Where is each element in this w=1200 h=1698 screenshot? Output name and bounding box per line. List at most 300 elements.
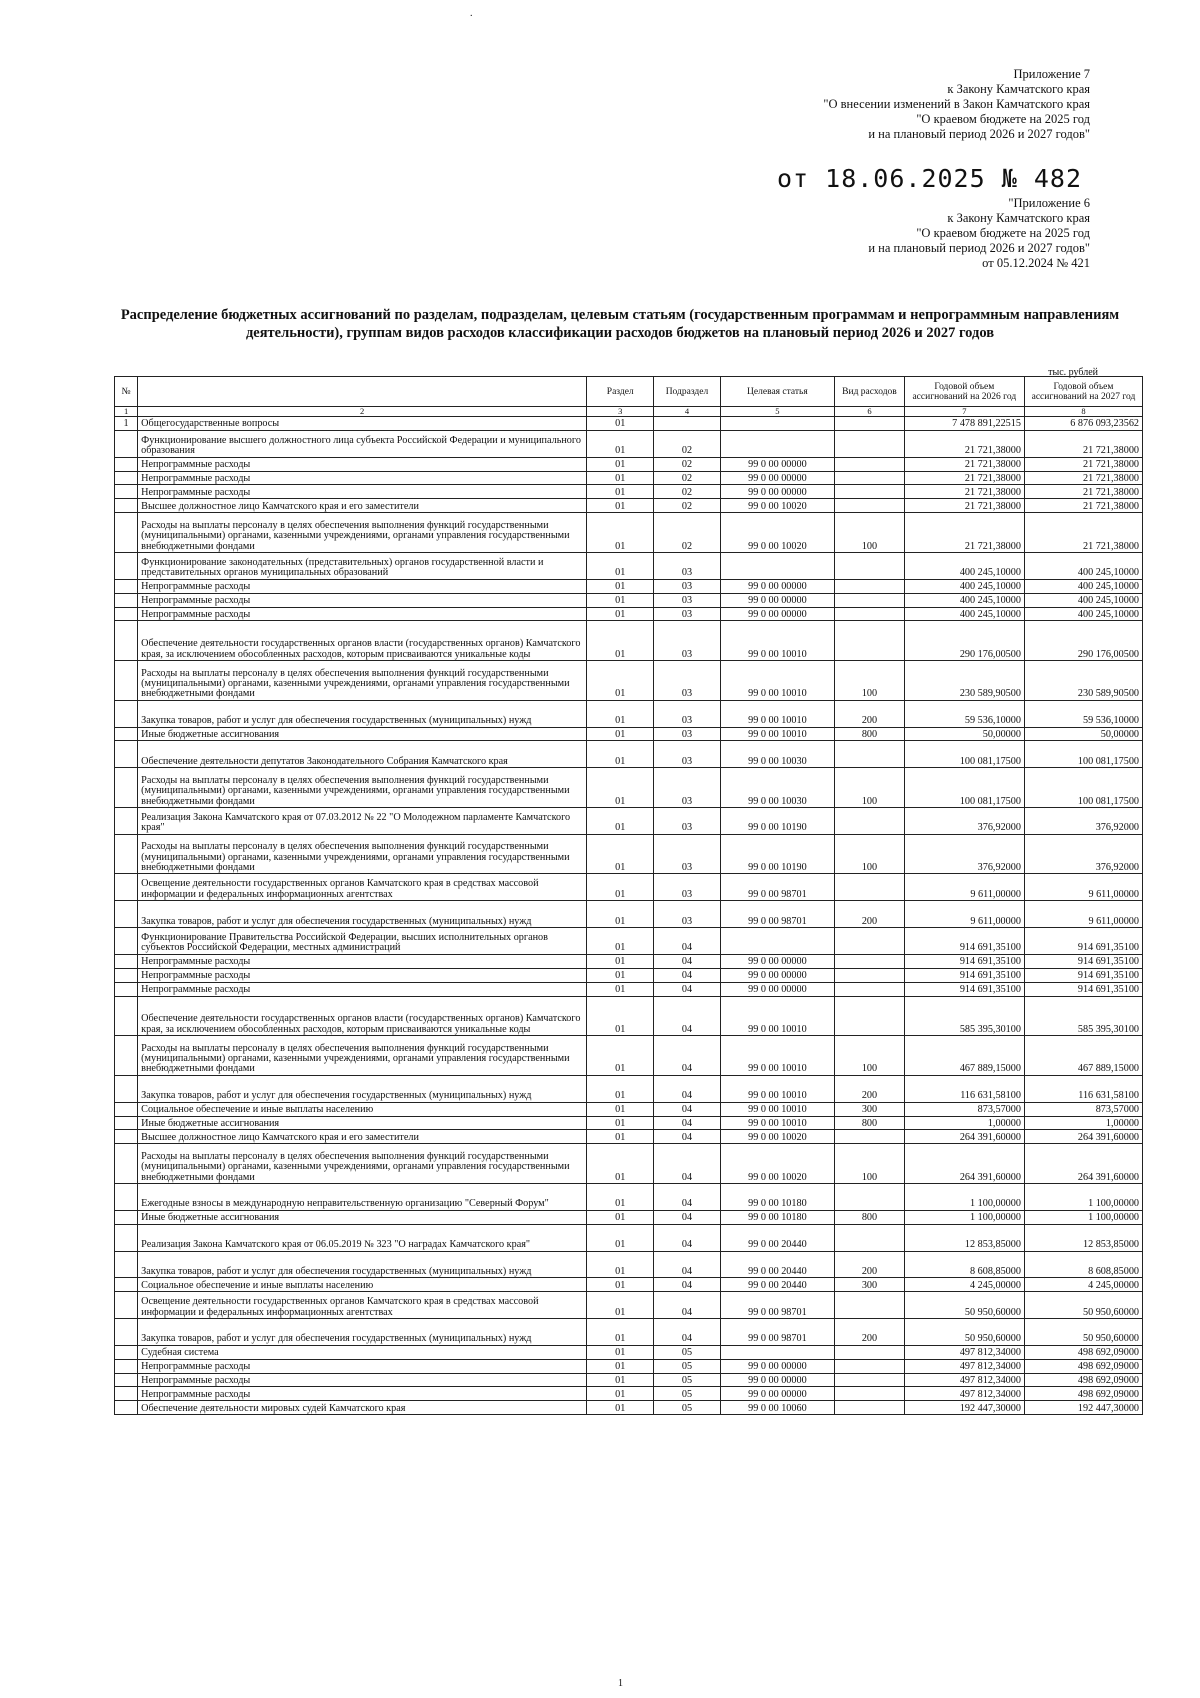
row-name: Непрограммные расходы — [138, 593, 587, 607]
target-article-code: 99 0 00 00000 — [720, 1359, 835, 1373]
table-row — [115, 901, 1143, 928]
amount-2026: 497 812,34000 — [904, 1387, 1024, 1401]
subsection-code: 02 — [654, 457, 720, 471]
expense-type-code — [835, 807, 904, 834]
table-row — [115, 593, 1143, 607]
column-number: 6 — [835, 407, 904, 417]
table-row — [115, 996, 1143, 1036]
subsection-code: 04 — [654, 928, 720, 955]
section-code: 01 — [587, 1387, 654, 1401]
previous-appendix-header-line: и на плановый период 2026 и 2027 годов" — [868, 241, 1090, 255]
amount-2026: 192 447,30000 — [904, 1401, 1024, 1415]
expense-type-code — [835, 417, 904, 431]
amount-2027: 8 608,85000 — [1024, 1251, 1142, 1278]
table-row — [115, 954, 1143, 968]
subsection-code: 03 — [654, 768, 720, 808]
amount-2027: 100 081,17500 — [1024, 768, 1142, 808]
amount-2027: 467 889,15000 — [1024, 1036, 1142, 1076]
section-code: 01 — [587, 1075, 654, 1102]
row-number — [115, 1184, 138, 1211]
row-name: Обеспечение деятельности государственных органов власти (государственных органов) Камчатского края, за исключением обособленных расходов, которым присваиваются уникальные коды — [138, 996, 587, 1036]
target-article-code: 99 0 00 10010 — [720, 621, 835, 661]
row-name: Расходы на выплаты персоналу в целях обеспечения выполнения функций государственными (муниципальными) органами, казенными учреждениями, органами управления государственными внебюджетными фондами — [138, 513, 587, 553]
target-article-code: 99 0 00 10030 — [720, 768, 835, 808]
target-article-code: 99 0 00 98701 — [720, 901, 835, 928]
expense-type-code: 300 — [835, 1278, 904, 1292]
section-code: 01 — [587, 768, 654, 808]
registration-date: 18.06.2025 — [825, 164, 986, 193]
target-article-code: 99 0 00 98701 — [720, 1292, 835, 1319]
amount-2027: 21 721,38000 — [1024, 499, 1142, 513]
section-code: 01 — [587, 593, 654, 607]
target-article-code: 99 0 00 00000 — [720, 954, 835, 968]
target-article-code: 99 0 00 10020 — [720, 1130, 835, 1144]
row-name: Закупка товаров, работ и услуг для обеспечения государственных (муниципальных) нужд — [138, 901, 587, 928]
target-article-code: 99 0 00 10180 — [720, 1210, 835, 1224]
subsection-code: 04 — [654, 1292, 720, 1319]
table-row — [115, 1373, 1143, 1387]
amount-2027: 192 447,30000 — [1024, 1401, 1142, 1415]
amount-2026: 21 721,38000 — [904, 471, 1024, 485]
amount-2026: 585 395,30100 — [904, 996, 1024, 1036]
row-number — [115, 741, 138, 768]
column-header: Годовой объем ассигнований на 2026 год — [904, 377, 1024, 407]
appendix-header-line: к Закону Камчатского края — [947, 82, 1090, 96]
section-code: 01 — [587, 1345, 654, 1359]
row-number — [115, 499, 138, 513]
expense-type-code: 100 — [835, 1036, 904, 1076]
section-code: 01 — [587, 996, 654, 1036]
budget-table — [114, 376, 1143, 1415]
subsection-code: 03 — [654, 593, 720, 607]
amount-2026: 914 691,35100 — [904, 982, 1024, 996]
table-header-row — [115, 377, 1143, 407]
subsection-code: 03 — [654, 874, 720, 901]
section-code: 01 — [587, 513, 654, 553]
section-code: 01 — [587, 430, 654, 457]
table-row — [115, 457, 1143, 471]
section-code: 01 — [587, 982, 654, 996]
amount-2026: 1 100,00000 — [904, 1210, 1024, 1224]
table-row — [115, 982, 1143, 996]
amount-2027: 400 245,10000 — [1024, 552, 1142, 579]
row-number — [115, 552, 138, 579]
subsection-code: 04 — [654, 1116, 720, 1130]
amount-2026: 9 611,00000 — [904, 874, 1024, 901]
amount-2027: 498 692,09000 — [1024, 1345, 1142, 1359]
expense-type-code: 100 — [835, 1144, 904, 1184]
section-code: 01 — [587, 1278, 654, 1292]
row-number — [115, 727, 138, 741]
target-article-code: 99 0 00 00000 — [720, 457, 835, 471]
page-number: 1 — [618, 1678, 623, 1689]
row-number — [115, 513, 138, 553]
target-article-code: 99 0 00 00000 — [720, 579, 835, 593]
section-code: 01 — [587, 457, 654, 471]
appendix-header-line: "О краевом бюджете на 2025 год — [916, 112, 1090, 126]
row-number — [115, 593, 138, 607]
amount-2027: 264 391,60000 — [1024, 1130, 1142, 1144]
subsection-code — [654, 417, 720, 431]
amount-2027: 376,92000 — [1024, 834, 1142, 874]
expense-type-code — [835, 968, 904, 982]
row-name: Непрограммные расходы — [138, 579, 587, 593]
target-article-code: 99 0 00 10010 — [720, 727, 835, 741]
row-name: Непрограммные расходы — [138, 1359, 587, 1373]
column-header: Подраздел — [654, 377, 720, 407]
subsection-code: 04 — [654, 1075, 720, 1102]
subsection-code: 03 — [654, 741, 720, 768]
amount-2027: 1,00000 — [1024, 1116, 1142, 1130]
amount-2026: 8 608,85000 — [904, 1251, 1024, 1278]
table-row — [115, 1387, 1143, 1401]
column-number: 8 — [1024, 407, 1142, 417]
column-number: 7 — [904, 407, 1024, 417]
section-code: 01 — [587, 741, 654, 768]
amount-2027: 6 876 093,23562 — [1024, 417, 1142, 431]
row-number — [115, 607, 138, 621]
section-code: 01 — [587, 1184, 654, 1211]
section-code: 01 — [587, 1401, 654, 1415]
column-number: 5 — [720, 407, 835, 417]
table-row — [115, 552, 1143, 579]
subsection-code: 04 — [654, 1036, 720, 1076]
expense-type-code: 100 — [835, 768, 904, 808]
table-row — [115, 1319, 1143, 1346]
amount-2027: 21 721,38000 — [1024, 430, 1142, 457]
row-name: Иные бюджетные ассигнования — [138, 1116, 587, 1130]
amount-2027: 9 611,00000 — [1024, 874, 1142, 901]
section-code: 01 — [587, 1359, 654, 1373]
subsection-code: 04 — [654, 1278, 720, 1292]
column-header: Раздел — [587, 377, 654, 407]
row-name: Иные бюджетные ассигнования — [138, 727, 587, 741]
table-row — [115, 621, 1143, 661]
expense-type-code — [835, 928, 904, 955]
previous-appendix-header-line: к Закону Камчатского края — [947, 211, 1090, 225]
subsection-code: 05 — [654, 1345, 720, 1359]
section-code: 01 — [587, 901, 654, 928]
section-code: 01 — [587, 471, 654, 485]
expense-type-code: 200 — [835, 901, 904, 928]
row-name: Непрограммные расходы — [138, 471, 587, 485]
amount-2027: 498 692,09000 — [1024, 1359, 1142, 1373]
row-number — [115, 1130, 138, 1144]
row-number — [115, 1292, 138, 1319]
expense-type-code — [835, 1292, 904, 1319]
amount-2027: 12 853,85000 — [1024, 1224, 1142, 1251]
amount-2026: 12 853,85000 — [904, 1224, 1024, 1251]
table-row — [115, 1401, 1143, 1415]
target-article-code: 99 0 00 10010 — [720, 700, 835, 727]
table-row — [115, 807, 1143, 834]
table-row — [115, 874, 1143, 901]
section-code: 01 — [587, 499, 654, 513]
row-number — [115, 661, 138, 701]
section-code: 01 — [587, 968, 654, 982]
row-number — [115, 485, 138, 499]
amount-2026: 21 721,38000 — [904, 513, 1024, 553]
row-name: Освещение деятельности государственных органов Камчатского края в средствах массовой информации и федеральных информационных агентствах — [138, 874, 587, 901]
amount-2026: 914 691,35100 — [904, 928, 1024, 955]
row-name: Непрограммные расходы — [138, 1373, 587, 1387]
amount-2026: 400 245,10000 — [904, 593, 1024, 607]
row-name: Высшее должностное лицо Камчатского края и его заместители — [138, 499, 587, 513]
table-row — [115, 1210, 1143, 1224]
row-name: Функционирование высшего должностного лица субъекта Российской Федерации и муниципального образования — [138, 430, 587, 457]
row-number — [115, 982, 138, 996]
row-number — [115, 471, 138, 485]
subsection-code: 03 — [654, 700, 720, 727]
target-article-code: 99 0 00 20440 — [720, 1251, 835, 1278]
previous-appendix-header-line: от 05.12.2024 № 421 — [982, 256, 1090, 270]
subsection-code: 04 — [654, 1210, 720, 1224]
expense-type-code — [835, 485, 904, 499]
target-article-code: 99 0 00 00000 — [720, 968, 835, 982]
row-number — [115, 1144, 138, 1184]
amount-2026: 50,00000 — [904, 727, 1024, 741]
section-code: 01 — [587, 552, 654, 579]
section-code: 01 — [587, 621, 654, 661]
amount-2027: 498 692,09000 — [1024, 1373, 1142, 1387]
amount-2026: 264 391,60000 — [904, 1130, 1024, 1144]
registration-stamp — [777, 164, 1082, 193]
target-article-code: 99 0 00 10030 — [720, 741, 835, 768]
table-body — [115, 417, 1143, 1415]
row-name: Непрограммные расходы — [138, 968, 587, 982]
row-number — [115, 621, 138, 661]
row-name: Общегосударственные вопросы — [138, 417, 587, 431]
expense-type-code — [835, 471, 904, 485]
table-row — [115, 1359, 1143, 1373]
expense-type-code — [835, 1359, 904, 1373]
column-number: 4 — [654, 407, 720, 417]
subsection-code: 03 — [654, 807, 720, 834]
row-name: Высшее должностное лицо Камчатского края и его заместители — [138, 1130, 587, 1144]
subsection-code: 05 — [654, 1359, 720, 1373]
row-name: Закупка товаров, работ и услуг для обеспечения государственных (муниципальных) нужд — [138, 1075, 587, 1102]
row-number — [115, 1345, 138, 1359]
expense-type-code — [835, 1401, 904, 1415]
row-number — [115, 768, 138, 808]
table-row — [115, 579, 1143, 593]
row-number — [115, 1319, 138, 1346]
expense-type-code: 200 — [835, 700, 904, 727]
row-name: Непрограммные расходы — [138, 954, 587, 968]
target-article-code: 99 0 00 10010 — [720, 1036, 835, 1076]
table-row — [115, 741, 1143, 768]
row-name: Непрограммные расходы — [138, 982, 587, 996]
row-name: Реализация Закона Камчатского края от 07.03.2012 № 22 "О Молодежном парламенте Камчатского края" — [138, 807, 587, 834]
target-article-code: 99 0 00 00000 — [720, 1387, 835, 1401]
subsection-code: 03 — [654, 621, 720, 661]
target-article-code: 99 0 00 10020 — [720, 1144, 835, 1184]
target-article-code: 99 0 00 10180 — [720, 1184, 835, 1211]
amount-2026: 4 245,00000 — [904, 1278, 1024, 1292]
section-code: 01 — [587, 579, 654, 593]
amount-2026: 914 691,35100 — [904, 968, 1024, 982]
appendix-header-line: Приложение 7 — [1013, 67, 1090, 81]
amount-2026: 50 950,60000 — [904, 1319, 1024, 1346]
expense-type-code — [835, 1184, 904, 1211]
row-name: Обеспечение деятельности мировых судей Камчатского края — [138, 1401, 587, 1415]
row-name: Непрограммные расходы — [138, 1387, 587, 1401]
subsection-code: 04 — [654, 1224, 720, 1251]
target-article-code: 99 0 00 00000 — [720, 485, 835, 499]
amount-2026: 21 721,38000 — [904, 430, 1024, 457]
amount-2027: 21 721,38000 — [1024, 471, 1142, 485]
table-row — [115, 430, 1143, 457]
amount-2026: 21 721,38000 — [904, 485, 1024, 499]
section-code: 01 — [587, 417, 654, 431]
expense-type-code — [835, 996, 904, 1036]
expense-type-code — [835, 621, 904, 661]
subsection-code: 02 — [654, 485, 720, 499]
section-code: 01 — [587, 661, 654, 701]
subsection-code: 05 — [654, 1401, 720, 1415]
row-number — [115, 1278, 138, 1292]
section-code: 01 — [587, 1373, 654, 1387]
expense-type-code: 100 — [835, 661, 904, 701]
amount-2027: 116 631,58100 — [1024, 1075, 1142, 1102]
row-name: Закупка товаров, работ и услуг для обеспечения государственных (муниципальных) нужд — [138, 1251, 587, 1278]
subsection-code: 04 — [654, 1251, 720, 1278]
subsection-code: 02 — [654, 430, 720, 457]
row-name: Непрограммные расходы — [138, 607, 587, 621]
row-number — [115, 1116, 138, 1130]
target-article-code: 99 0 00 10010 — [720, 661, 835, 701]
amount-2027: 1 100,00000 — [1024, 1184, 1142, 1211]
amount-2027: 400 245,10000 — [1024, 579, 1142, 593]
column-header: Годовой объем ассигнований на 2027 год — [1024, 377, 1142, 407]
amount-2026: 264 391,60000 — [904, 1144, 1024, 1184]
amount-2026: 400 245,10000 — [904, 552, 1024, 579]
table-row — [115, 1130, 1143, 1144]
section-code: 01 — [587, 700, 654, 727]
row-number — [115, 457, 138, 471]
row-name: Расходы на выплаты персоналу в целях обеспечения выполнения функций государственными (муниципальными) органами, казенными учреждениями, органами управления государственными внебюджетными фондами — [138, 1036, 587, 1076]
table-row — [115, 700, 1143, 727]
row-name: Судебная система — [138, 1345, 587, 1359]
subsection-code: 04 — [654, 954, 720, 968]
subsection-code: 02 — [654, 499, 720, 513]
section-code: 01 — [587, 1210, 654, 1224]
amount-2027: 21 721,38000 — [1024, 457, 1142, 471]
expense-type-code: 200 — [835, 1319, 904, 1346]
column-number: 2 — [138, 407, 587, 417]
expense-type-code: 800 — [835, 1210, 904, 1224]
row-name: Непрограммные расходы — [138, 457, 587, 471]
amount-2027: 100 081,17500 — [1024, 741, 1142, 768]
expense-type-code — [835, 579, 904, 593]
target-article-code: 99 0 00 10010 — [720, 1075, 835, 1102]
target-article-code: 99 0 00 10010 — [720, 1116, 835, 1130]
target-article-code — [720, 430, 835, 457]
table-row — [115, 417, 1143, 431]
subsection-code: 03 — [654, 727, 720, 741]
amount-2027: 400 245,10000 — [1024, 607, 1142, 621]
row-name: Расходы на выплаты персоналу в целях обеспечения выполнения функций государственными (муниципальными) органами, казенными учреждениями, органами управления государственными внебюджетными фондами — [138, 661, 587, 701]
row-name: Социальное обеспечение и иные выплаты населению — [138, 1278, 587, 1292]
amount-2026: 230 589,90500 — [904, 661, 1024, 701]
column-number: 1 — [115, 407, 138, 417]
amount-2027: 376,92000 — [1024, 807, 1142, 834]
target-article-code: 99 0 00 10190 — [720, 807, 835, 834]
section-code: 01 — [587, 1036, 654, 1076]
row-number — [115, 1210, 138, 1224]
amount-2027: 290 176,00500 — [1024, 621, 1142, 661]
target-article-code — [720, 928, 835, 955]
amount-2026: 467 889,15000 — [904, 1036, 1024, 1076]
subsection-code: 04 — [654, 1130, 720, 1144]
target-article-code: 99 0 00 10020 — [720, 499, 835, 513]
expense-type-code — [835, 430, 904, 457]
subsection-code: 05 — [654, 1373, 720, 1387]
section-code: 01 — [587, 607, 654, 621]
section-code: 01 — [587, 834, 654, 874]
row-name: Социальное обеспечение и иные выплаты населению — [138, 1102, 587, 1116]
scan-mark: . — [470, 8, 473, 19]
target-article-code: 99 0 00 98701 — [720, 874, 835, 901]
subsection-code: 02 — [654, 513, 720, 553]
table-row — [115, 661, 1143, 701]
column-number-row — [115, 407, 1143, 417]
column-header — [138, 377, 587, 407]
row-name: Расходы на выплаты персоналу в целях обеспечения выполнения функций государственными (муниципальными) органами, казенными учреждениями, органами управления государственными внебюджетными фондами — [138, 1144, 587, 1184]
expense-type-code — [835, 1224, 904, 1251]
target-article-code: 99 0 00 10020 — [720, 513, 835, 553]
amount-2027: 400 245,10000 — [1024, 593, 1142, 607]
amount-2027: 59 536,10000 — [1024, 700, 1142, 727]
expense-type-code — [835, 954, 904, 968]
section-code: 01 — [587, 727, 654, 741]
table-row — [115, 1345, 1143, 1359]
expense-type-code: 100 — [835, 834, 904, 874]
subsection-code: 02 — [654, 471, 720, 485]
amount-2026: 873,57000 — [904, 1102, 1024, 1116]
subsection-code: 05 — [654, 1387, 720, 1401]
amount-2026: 9 611,00000 — [904, 901, 1024, 928]
table-row — [115, 513, 1143, 553]
amount-2027: 230 589,90500 — [1024, 661, 1142, 701]
row-number — [115, 996, 138, 1036]
expense-type-code — [835, 499, 904, 513]
row-number — [115, 1387, 138, 1401]
row-number — [115, 1036, 138, 1076]
amount-2027: 264 391,60000 — [1024, 1144, 1142, 1184]
row-name: Функционирование Правительства Российской Федерации, высших исполнительных органов субъектов Российской Федерации, местных администраций — [138, 928, 587, 955]
row-number — [115, 807, 138, 834]
table-row — [115, 1102, 1143, 1116]
subsection-code: 03 — [654, 901, 720, 928]
amount-2027: 50,00000 — [1024, 727, 1142, 741]
subsection-code: 03 — [654, 607, 720, 621]
section-code: 01 — [587, 874, 654, 901]
amount-2027: 914 691,35100 — [1024, 954, 1142, 968]
section-code: 01 — [587, 1319, 654, 1346]
expense-type-code: 100 — [835, 513, 904, 553]
amount-2027: 914 691,35100 — [1024, 928, 1142, 955]
amount-2027: 914 691,35100 — [1024, 982, 1142, 996]
target-article-code: 99 0 00 00000 — [720, 593, 835, 607]
table-row — [115, 1278, 1143, 1292]
appendix-header-line: "О внесении изменений в Закон Камчатского края — [823, 97, 1090, 111]
row-name: Функционирование законодательных (представительных) органов государственной власти и представительных органов муниципальных образований — [138, 552, 587, 579]
row-name: Обеспечение деятельности депутатов Законодательного Собрания Камчатского края — [138, 741, 587, 768]
section-code: 01 — [587, 1251, 654, 1278]
amount-2027: 50 950,60000 — [1024, 1292, 1142, 1319]
expense-type-code — [835, 457, 904, 471]
